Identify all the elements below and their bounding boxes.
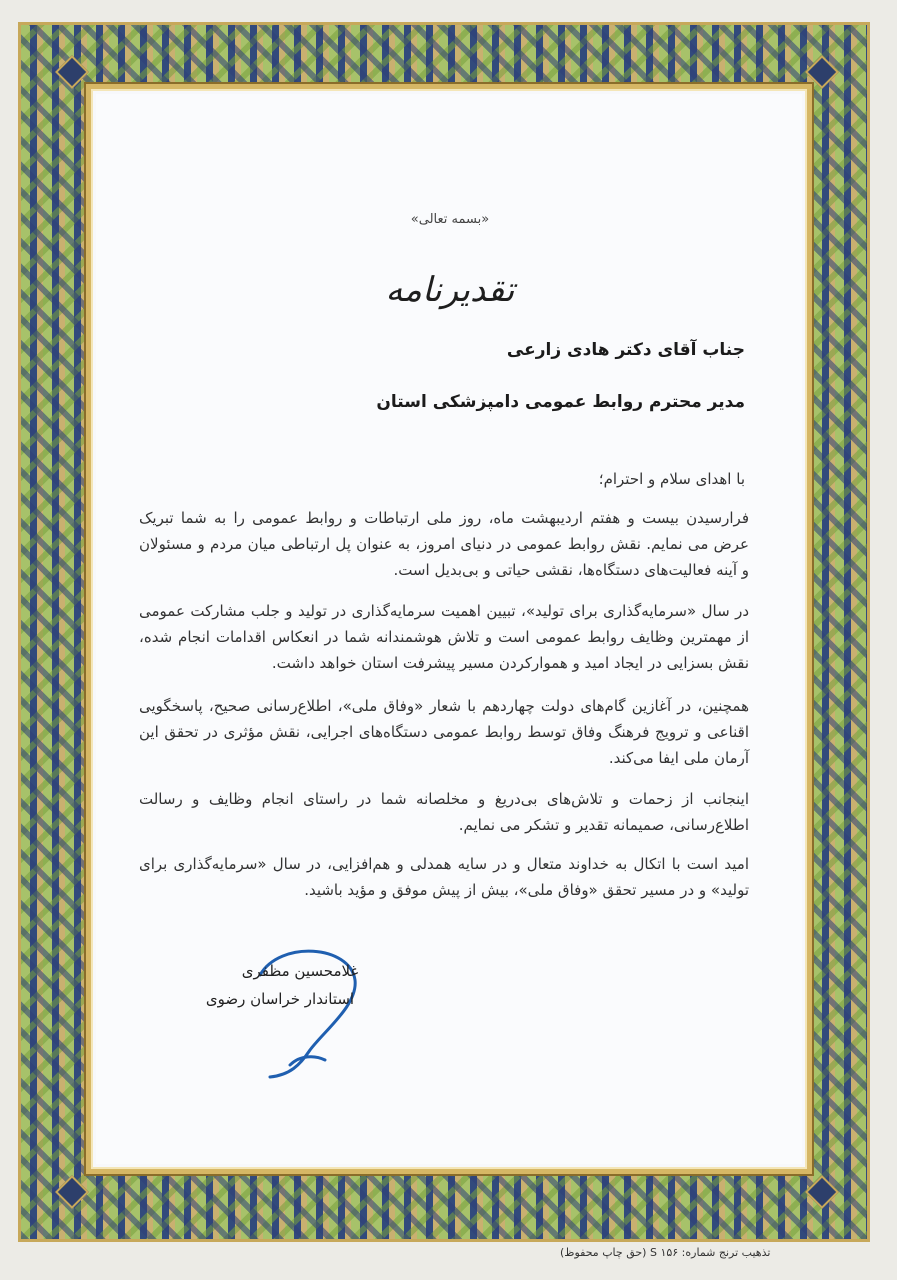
signer-title: استاندار خراسان رضوی	[205, 990, 355, 1008]
footer-note: تذهیب ترنج شماره: ۱۵۶ S (حق چاپ محفوظ)	[560, 1246, 771, 1259]
signer-name: غلامحسین مظفری	[241, 962, 359, 980]
paragraph: امید است با اتکال به خداوند متعال و در سایه همدلی و هم‌افزایی، در سال «سرمایه‌گذاری برای تولید» و در مسیر تحقق «وفاق ملی»، بیش از پیش موفق و مؤید باشید.	[139, 855, 749, 899]
greeting: با اهدای سلام و احترام؛	[598, 470, 745, 488]
paragraph: فرارسیدن بیست و هفتم اردیبهشت ماه، روز ملی ارتباطات و روابط عمومی را به شما تبریک عرض می نمایم. نقش روابط عمومی در دنیای امروز، به عنوان پل ارتباطی میان مردم و مسئولان و آینه فعالیت‌های دستگاه‌ها، نقشی حیاتی و بی‌بدیل است.	[139, 509, 749, 579]
paragraph: اینجانب از زحمات و تلاش‌های بی‌دریغ و مخلصانه شما در راستای انجام وظایف و رسالت اطلاع‌رسانی، صمیمانه تقدیر و تشکر می نمایم.	[139, 790, 749, 834]
recipient-position: مدیر محترم روابط عمومی دامپزشکی استان	[376, 392, 745, 412]
signature-mark	[230, 935, 370, 1085]
paragraph: همچنین، در آغازین گام‌های دولت چهاردهم با شعار «وفاق ملی»، اطلاع‌رسانی صحیح، پاسخگویی اقناعی و ترویج فرهنگ وفاق توسط روابط عمومی دستگاه‌های اجرایی، نقش مؤثری در تحقق این آرمان ملی ایفا می‌کند.	[139, 697, 749, 767]
page-title: تقدیرنامه	[385, 270, 515, 310]
paragraph: در سال «سرمایه‌گذاری برای تولید»، تبیین اهمیت سرمایه‌گذاری در تولید و جلب مشارکت عمومی از مهمترین وظایف روابط عمومی است و تلاش هوشمندانه شما در انعکاس اقدامات انجام شده، نقش بسزایی در ایجاد امید و هموارکردن مسیر پیشرفت استان خواهد داشت.	[139, 602, 749, 672]
invocation: «بسمه تعالی»	[410, 212, 490, 227]
recipient-name: جناب آقای دکتر هادی زارعی	[506, 340, 745, 360]
